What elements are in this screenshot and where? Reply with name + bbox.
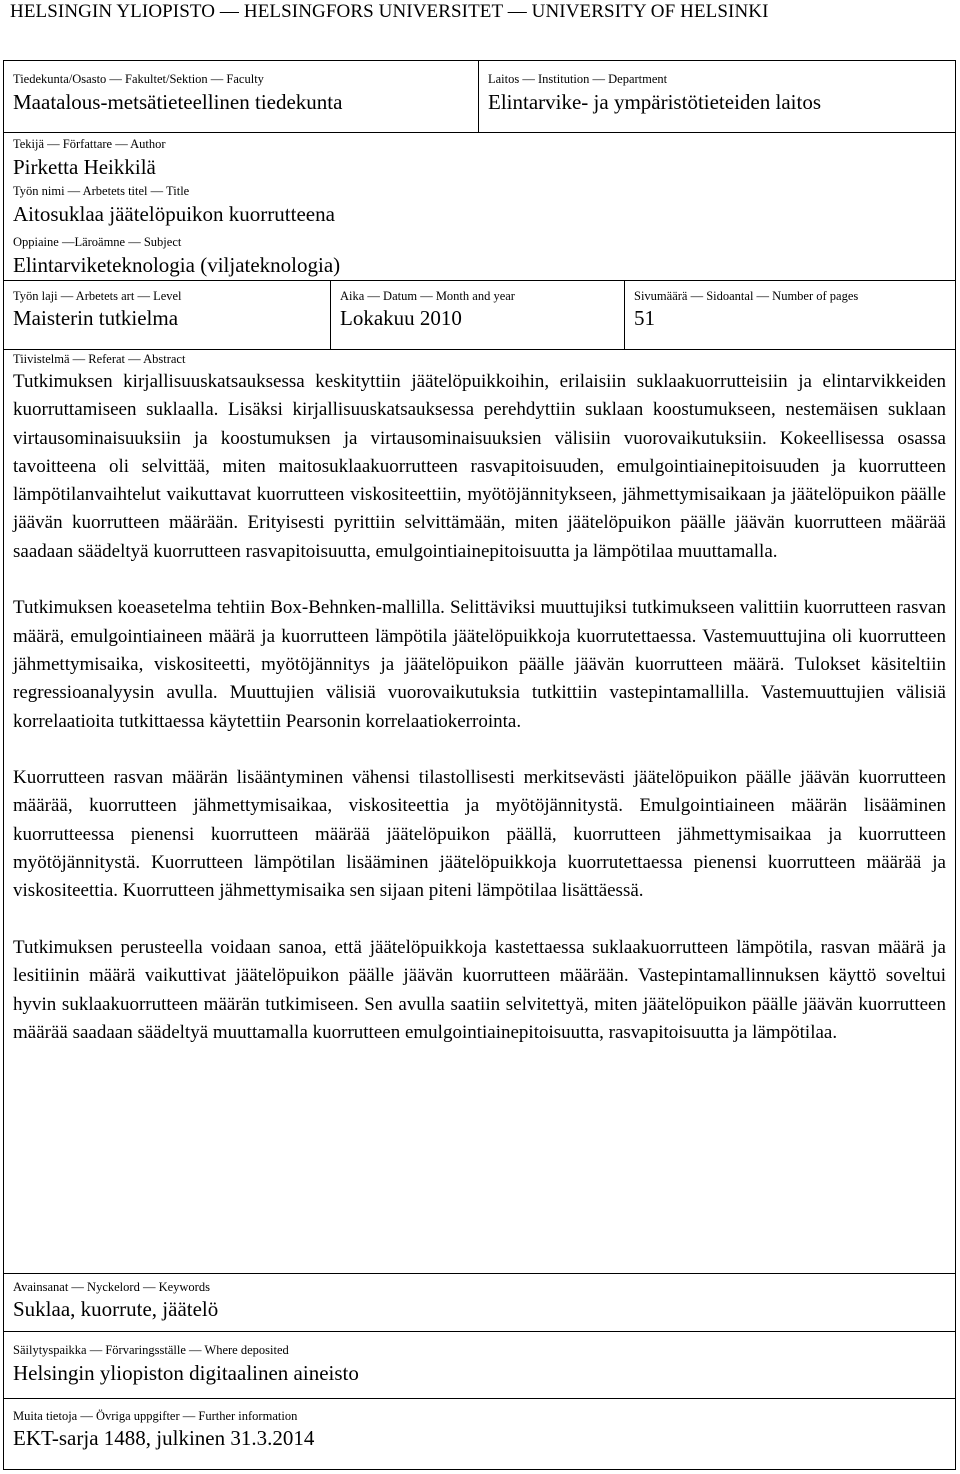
abstract-form (3, 60, 956, 1470)
pages-value: 51 (634, 306, 655, 330)
abstract-paragraph: Tutkimuksen kirjallisuuskatsauksessa keskityttiin jäätelöpuikkoihin, erilaisiin suklaakuorrutteisiin ja elintarvikkeiden kuorruttamiseen suklaalla. Lisäksi kirjallisuuskatsauksessa perehdyttiin suklaan koostumukseen, nestemäisen suklaan virtausominaisuuksiin ja koostumuksen ja virtausominaisuuksien välisiin vuorovaikutuksiin. Kokeellisessa osassa tavoitteena oli selvittää, miten maitosuklaakuorrutteen rasvapitoisuuden, emulgointiainepitoisuuden ja kuorrutteen lämpötilanvaihtelut vaikuttavat kuorrutteen viskositeettiin, myötöjännitykseen, jähmettymisaikaan ja jäätelöpuikon päälle jäävän kuorrutteen määrään. Erityisesti pyrittiin selvittämään, miten jäätelöpuikon päälle jäävän kuorrutteen määrää saadaan säädeltyä kuorrutteen rasvapitoisuutta, emulgointiainepitoisuutta ja lämpötilaa muuttamalla. (13, 371, 946, 562)
row-divider-1 (4, 132, 955, 133)
further-label: Muita tietoja — Övriga uppgifter — Further information (13, 1409, 298, 1423)
date-pages-divider (624, 280, 625, 350)
row-divider-4 (4, 1273, 955, 1274)
row-divider-3 (4, 349, 955, 350)
abstract-paragraph: Kuorrutteen rasvan määrän lisääntyminen vähensi tilastollisesti merkitsevästi jäätelöpuikon päälle jäävän kuorrutteen määrää, kuorrutteen jähmettymisaikaa, viskositeettia ja myötöjännitystä. Emulgointiaineen määrän lisääminen kuorrutteessa pienensi kuorrutteen määrää jäätelöpuikon päällä, kuorrutteen jähmettymisaikaa ja kuorrutteen myötöjännitystä. Kuorrutteen lämpötilan lisääminen jäätelöpuikkoja kuorrutettaessa pienensi kuorrutteen määrää ja viskositeettia. Kuorrutteen jähmettymisaika sen sijaan piteni lämpötilaa lisättäessä. (13, 767, 946, 902)
subject-label: Oppiaine —Läroämne — Subject (13, 235, 182, 249)
row-divider-2 (4, 280, 955, 281)
row-divider-6 (4, 1398, 955, 1399)
author-value: Pirketta Heikkilä (13, 155, 156, 179)
abstract-body (13, 368, 946, 1047)
pages-label: Sivumäärä — Sidoantal — Number of pages (634, 289, 859, 303)
abstract-label: Tiivistelmä — Referat — Abstract (13, 352, 186, 366)
faculty-value: Maatalous-metsätieteellinen tiedekunta (13, 90, 343, 114)
row-divider-5 (4, 1331, 955, 1332)
keywords-label: Avainsanat — Nyckelord — Keywords (13, 1280, 210, 1294)
deposited-value: Helsingin yliopiston digitaalinen aineisto (13, 1361, 359, 1385)
level-label: Työn laji — Arbetets art — Level (13, 289, 182, 303)
date-label: Aika — Datum — Month and year (340, 289, 515, 303)
author-label: Tekijä — Författare — Author (13, 137, 166, 151)
abstract-paragraph: Tutkimuksen perusteella voidaan sanoa, että jäätelöpuikkoja kastettaessa suklaakuorrutteen lämpötila, rasvan määrä ja lesitiinin määrä vaikuttivat jäätelöpuikon päälle jäävän kuorrutteen määrään. Vastepintamallinnuksen käyttö soveltui hyvin suklaakuorrutteen määrän tutkimiseen. Sen avulla saatiin selvitettyä, miten jäätelöpuikon päälle jäävän kuorrutteen määrää saadaan säädeltyä muuttamalla kuorrutteen emulgointiainepitoisuutta, rasvapitoisuutta ja lämpötilaa. (13, 936, 946, 1043)
title-label: Työn nimi — Arbetets titel — Title (13, 184, 190, 198)
level-date-divider (330, 280, 331, 350)
faculty-department-divider (478, 61, 479, 133)
department-label: Laitos — Institution — Department (488, 72, 668, 86)
further-value: EKT-sarja 1488, julkinen 31.3.2014 (13, 1426, 315, 1450)
deposited-label: Säilytyspaikka — Förvaringsställe — Where deposited (13, 1343, 289, 1357)
title-value: Aitosuklaa jäätelöpuikon kuorrutteena (13, 202, 335, 226)
university-header: HELSINGIN YLIOPISTO — HELSINGFORS UNIVERSITET — UNIVERSITY OF HELSINKI (10, 1, 769, 22)
department-value: Elintarvike- ja ympäristötieteiden laitos (488, 90, 821, 114)
keywords-value: Suklaa, kuorrute, jäätelö (13, 1297, 219, 1321)
level-value: Maisterin tutkielma (13, 306, 179, 330)
faculty-label: Tiedekunta/Osasto — Fakultet/Sektion — Faculty (13, 72, 264, 86)
date-value: Lokakuu 2010 (340, 306, 462, 330)
subject-value: Elintarviketeknologia (viljateknologia) (13, 253, 341, 277)
abstract-paragraph: Tutkimuksen koeasetelma tehtiin Box-Behnken-mallilla. Selittäviksi muuttujiksi tutkimukseen valittiin kuorrutteen rasvan määrä, emulgointiaineen määrä ja kuorrutteen lämpötila jäätelöpuikkoja kuorrutettaessa. Vastemuuttujina oli kuorrutteen jähmettymisaika, viskositeetti, myötöjännitys ja jäätelöpuikon päälle jäävän kuorrutteen määrä. Tulokset käsiteltiin regressioanalyysin avulla. Muuttujien välisiä vuorovaikutuksia tutkittiin vastepintamallilla. Vastemuuttujien välisiä korrelaatioita tutkittaessa käytettiin Pearsonin korrelaatiokerrointa. (13, 597, 946, 732)
